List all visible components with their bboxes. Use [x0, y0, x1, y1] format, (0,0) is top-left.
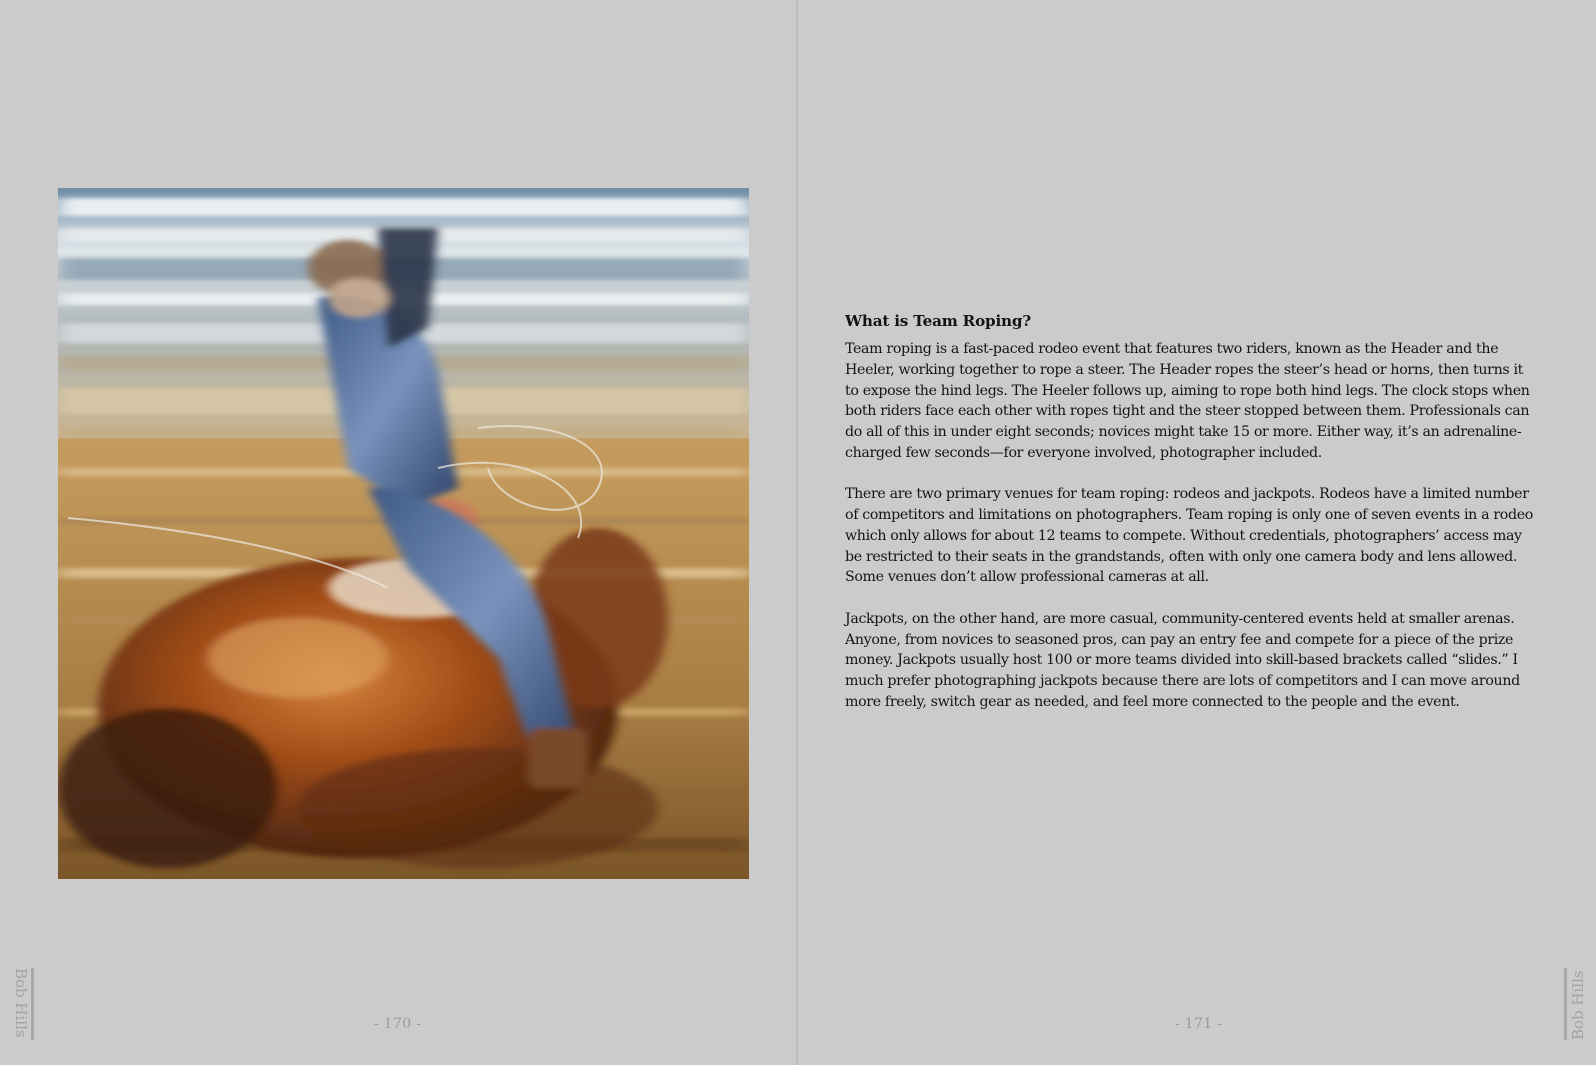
author-tab-bar	[31, 968, 34, 1040]
photo-team-roping-motion-blur	[58, 188, 749, 879]
left-page	[0, 0, 796, 1065]
author-tab-bar	[1564, 968, 1567, 1040]
author-name: Bob Hills	[12, 968, 30, 1038]
page-number: - 171 -	[1175, 1016, 1223, 1032]
team-roping-photo	[58, 188, 749, 879]
article-paragraph: There are two primary venues for team roping: rodeos and jackpots. Rodeos have a limited number of competitors and limitations on photographers. Team roping is only one of seven events in a rodeo which only allows for about 12 teams to compete. Without credentials, photographers’ access may be restricted to their seats in the grandstands, often with only one camera body and lens allowed. Some venues don’t allow professional cameras at all.	[845, 486, 1533, 586]
right-page	[798, 0, 1596, 1065]
author-tab	[11, 968, 33, 1040]
article-paragraph: Team roping is a fast-paced rodeo event that features two riders, known as the Header and the Heeler, working together to rope a steer. The Header ropes the steer’s head or horns, then turns it to expose the hind legs. The Heeler follows up, aiming to rope both hind legs. The clock stops when both riders face each other with ropes tight and the steer stopped between them. Professionals can do all of this in under eight seconds; novices might take 15 or more. Either way, it’s an adrenaline-charged few seconds—for everyone involved, photographer included.	[845, 341, 1530, 461]
article-paragraph: Jackpots, on the other hand, are more casual, community-centered events held at smaller arenas. Anyone, from novices to seasoned pros, can pay an entry fee and compete for a piece of the prize money. Jackpots usually host 100 or more teams divided into skill-based brackets called “slides.” I much prefer photographing jackpots because there are lots of competitors and I can move around more freely, switch gear as needed, and feel more connected to the people and the event.	[845, 610, 1520, 710]
author-tab	[1564, 968, 1586, 1040]
author-name: Bob Hills	[1569, 970, 1587, 1040]
article-title: What is Team Roping?	[845, 312, 1031, 330]
article	[845, 312, 1535, 733]
page-number: - 170 -	[374, 1016, 422, 1032]
